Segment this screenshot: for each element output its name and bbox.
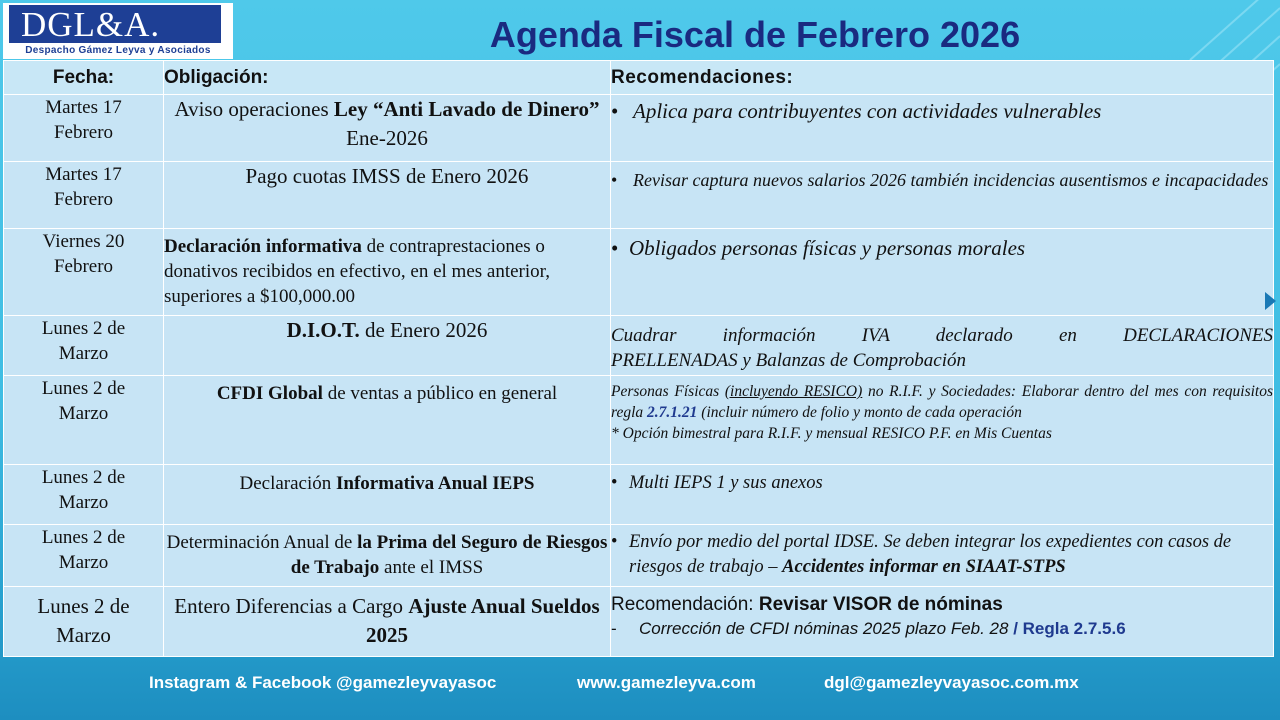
bullet-icon: •: [611, 99, 619, 123]
recomendacion-cell: [611, 465, 1274, 525]
fecha-cell: [4, 525, 164, 587]
oblig-text: de Enero 2026: [359, 318, 488, 342]
recomendacion-cell: [611, 525, 1274, 587]
reco-underlined: (incluyendo RESICO): [724, 383, 863, 400]
reco-text: Multi IEPS 1 y sus anexos: [629, 473, 823, 493]
obligacion-cell: [164, 376, 611, 465]
logo-subtitle: Despacho Gámez Leyva y Asociados: [25, 45, 211, 56]
header-obligacion: Obligación:: [164, 61, 611, 95]
obligacion-cell: [164, 587, 611, 657]
fecha-cell: [4, 376, 164, 465]
oblig-text: Aviso operaciones: [174, 97, 334, 121]
page-title: Agenda Fiscal de Febrero 2026: [489, 14, 1021, 55]
fecha-line: Marzo: [58, 403, 109, 424]
reco-bold: Revisar VISOR de nóminas: [758, 594, 1003, 615]
table-row: [4, 587, 1274, 657]
oblig-text: de ventas a público en general: [322, 383, 558, 404]
table-row: [4, 465, 1274, 525]
fecha-cell: [4, 465, 164, 525]
bullet-icon: •: [611, 532, 618, 552]
fecha-line: Lunes 2 de: [37, 594, 130, 618]
fecha-line: Lunes 2 de: [41, 318, 126, 339]
reco-text: Revisar captura nuevos salarios 2026 también incidencias ausentismos e incapacidades: [633, 170, 1269, 190]
recomendacion-cell: [611, 587, 1274, 657]
footer-website: www.gamezleyva.com: [577, 673, 756, 692]
oblig-text: Ene-2026: [346, 126, 428, 150]
header-fecha: Fecha:: [4, 61, 164, 95]
footer-social: Instagram & Facebook @gamezleyvayasoc: [149, 673, 497, 692]
reco-text: (incluir número de folio y monto de cada operación: [697, 404, 1022, 421]
recomendacion-cell: [611, 95, 1274, 162]
oblig-text: ante el IMSS: [379, 557, 484, 578]
company-logo: [3, 3, 233, 59]
fecha-line: Marzo: [56, 623, 111, 647]
recomendacion-cell: [611, 162, 1274, 229]
reco-bold: Accidentes informar en SIAAT-STPS: [782, 557, 1066, 577]
bullet-icon: •: [611, 170, 618, 190]
oblig-bold: Ley “Anti Lavado de Dinero”: [333, 97, 600, 121]
recomendacion-cell: [611, 376, 1274, 465]
fecha-cell: [4, 316, 164, 376]
fecha-line: Marzo: [58, 343, 109, 364]
next-arrow-icon: [1265, 292, 1276, 310]
fecha-cell: [4, 229, 164, 316]
oblig-bold: CFDI Global: [216, 383, 323, 404]
table-row: [4, 525, 1274, 587]
table-row: [4, 162, 1274, 229]
reco-text: Personas Físicas: [611, 383, 725, 400]
obligacion-cell: [164, 229, 611, 316]
logo-mark: DGL&A.: [9, 5, 221, 43]
fecha-line: Martes 17: [45, 97, 122, 118]
reco-rule: Regla 2.7.5.6: [1022, 619, 1126, 638]
fecha-line: Lunes 2 de: [41, 378, 126, 399]
table-row: [4, 229, 1274, 316]
reco-text: Cuadrar información IVA declarado en DECLARACIONES: [611, 325, 1273, 346]
fecha-line: Febrero: [53, 189, 114, 210]
oblig-bold: la Prima del Seguro de Riesgos de Trabajo: [290, 532, 608, 578]
oblig-text: Declaración: [239, 473, 337, 494]
fecha-cell: [4, 162, 164, 229]
oblig-text: Pago cuotas IMSS de Enero 2026: [245, 164, 529, 188]
oblig-bold: Informativa Anual IEPS: [336, 473, 535, 494]
recomendacion-cell: [611, 229, 1274, 316]
table-header-row: [4, 61, 1274, 95]
fiscal-agenda-table: [3, 60, 1274, 657]
recomendacion-cell: [611, 316, 1274, 376]
bullet-icon: •: [611, 473, 618, 493]
reco-slash: /: [1008, 619, 1023, 638]
obligacion-cell: [164, 95, 611, 162]
table-row: [4, 376, 1274, 465]
fecha-cell: [4, 587, 164, 657]
obligacion-cell: [164, 465, 611, 525]
obligacion-cell: [164, 162, 611, 229]
reco-text: no R.I.F. y Sociedades: Elaborar dentro del mes con requisitos regla: [611, 383, 1273, 421]
bullet-icon: •: [611, 236, 619, 260]
fecha-line: Lunes 2 de: [41, 527, 126, 548]
fecha-line: Lunes 2 de: [41, 467, 126, 488]
reco-note: * Opción bimestral para R.I.F. y mensual RESICO P.F. en Mis Cuentas: [611, 425, 1052, 442]
table-row: [4, 316, 1274, 376]
fecha-line: Viernes 20: [42, 231, 125, 252]
fecha-line: Febrero: [53, 256, 114, 277]
reco-text: PRELLENADAS y Balanzas de Comprobación: [611, 350, 966, 371]
reco-rule: 2.7.1.21: [647, 404, 698, 421]
reco-text: Aplica para contribuyentes con actividades vulnerables: [633, 99, 1102, 123]
fecha-line: Martes 17: [45, 164, 122, 185]
oblig-text: Determinación Anual de: [166, 532, 358, 553]
reco-text: Envío por medio del portal IDSE. Se deben integrar los expedientes con casos de riesgos de trabajo –: [629, 532, 1232, 577]
dash-icon: -: [611, 619, 617, 638]
reco-text: Corrección de CFDI nóminas 2025 plazo Feb. 28: [639, 619, 1009, 638]
fecha-line: Marzo: [58, 492, 109, 513]
oblig-text: de contraprestaciones o donativos recibidos en efectivo, en el mes anterior, superiores a $100,000.00: [164, 236, 550, 307]
fecha-line: Febrero: [53, 122, 114, 143]
reco-label: Recomendación:: [611, 594, 759, 615]
fecha-cell: [4, 95, 164, 162]
obligacion-cell: [164, 316, 611, 376]
fecha-line: Marzo: [58, 552, 109, 573]
oblig-text: Entero Diferencias a Cargo: [174, 594, 409, 618]
header-recomendaciones: Recomendaciones:: [611, 61, 1274, 95]
obligacion-cell: [164, 525, 611, 587]
footer-email: dgl@gamezleyvayasoc.com.mx: [824, 673, 1079, 692]
oblig-bold: Ajuste Anual Sueldos 2025: [366, 594, 600, 647]
oblig-bold: D.I.O.T.: [286, 318, 360, 342]
reco-text: Obligados personas físicas y personas morales: [629, 236, 1026, 260]
oblig-bold: Declaración informativa: [164, 236, 362, 257]
table-row: [4, 95, 1274, 162]
